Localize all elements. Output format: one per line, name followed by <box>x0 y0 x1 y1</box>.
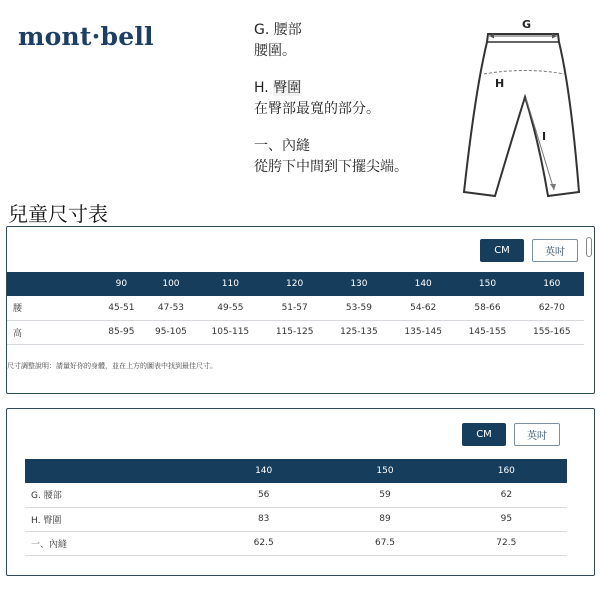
unit-cm-button[interactable]: CM <box>462 423 506 446</box>
table-header-cell: 120 <box>263 272 327 296</box>
page-title: 兒童尺寸表 <box>8 202 108 226</box>
table-row <box>7 296 584 320</box>
table-row <box>25 507 567 531</box>
table-cell: 56 <box>203 483 324 507</box>
table-cell: 95 <box>446 507 567 531</box>
scrollbar-thumb[interactable] <box>586 237 592 257</box>
row-label: G. 腰部 <box>25 483 203 507</box>
guide-desc: 在臀部最寬的部分。 <box>254 101 380 117</box>
guide-item-hip <box>254 78 408 120</box>
table-cell: 62.5 <box>203 531 324 555</box>
row-label: 高 <box>7 320 99 344</box>
guide-desc: 從胯下中間到下擺尖端。 <box>254 159 408 175</box>
table-row <box>7 320 584 344</box>
table-cell: 105-115 <box>198 320 262 344</box>
pants-measurement-diagram <box>455 12 595 202</box>
guide-heading-prefix: H. <box>254 80 274 96</box>
table-cell: 145-155 <box>455 320 519 344</box>
unit-cm-button[interactable]: CM <box>480 239 524 262</box>
size-chart-panel-1 <box>6 226 595 394</box>
table-cell: 72.5 <box>446 531 567 555</box>
table-cell: 58-66 <box>455 296 519 320</box>
size-chart-panel-2 <box>6 408 595 576</box>
guide-item-inseam <box>254 136 408 178</box>
size-table-2 <box>25 459 567 556</box>
table-header-cell: 160 <box>520 272 584 296</box>
unit-inch-button[interactable]: 英吋 <box>514 423 560 446</box>
table-cell: 67.5 <box>324 531 445 555</box>
table-cell: 85-95 <box>99 320 144 344</box>
unit-inch-button[interactable]: 英吋 <box>532 239 578 262</box>
table-cell: 125-135 <box>327 320 391 344</box>
table-cell: 49-55 <box>198 296 262 320</box>
table-cell: 115-125 <box>263 320 327 344</box>
table-header-cell: 160 <box>446 459 567 483</box>
row-label: 一、內縫 <box>25 531 203 555</box>
table-cell: 83 <box>203 507 324 531</box>
guide-heading: G. 腰部 <box>254 22 302 38</box>
table-header-cell <box>25 459 203 483</box>
table-cell: 89 <box>324 507 445 531</box>
size-adjust-note: 尺寸調整說明：請量好你的身體，並在上方的圖表中找到最佳尺寸。 <box>7 362 217 370</box>
unit-toggle <box>480 239 578 262</box>
h-measure-line <box>484 71 565 75</box>
table-cell: 62-70 <box>520 296 584 320</box>
guide-heading-highlight: 臀圍 <box>273 80 302 96</box>
row-label: H. 臀圍 <box>25 507 203 531</box>
table-header-cell: 140 <box>203 459 324 483</box>
table-cell: 95-105 <box>144 320 199 344</box>
table-cell: 47-53 <box>144 296 199 320</box>
table-cell: 62 <box>446 483 567 507</box>
table-header-cell: 150 <box>455 272 519 296</box>
unit-toggle <box>462 423 560 446</box>
guide-desc: 腰圍。 <box>254 43 296 59</box>
table-row <box>25 531 567 555</box>
g-label: G <box>522 18 532 31</box>
table-header-cell: 110 <box>198 272 262 296</box>
table-cell: 155-165 <box>520 320 584 344</box>
table-cell: 45-51 <box>99 296 144 320</box>
guide-heading <box>254 78 408 99</box>
pants-outline-icon <box>464 34 579 196</box>
table-row <box>25 483 567 507</box>
table-header-row <box>7 272 584 296</box>
table-header-cell <box>7 272 99 296</box>
measurement-guide <box>254 20 408 194</box>
guide-heading: 一、內縫 <box>254 138 310 154</box>
table-header-cell: 140 <box>391 272 455 296</box>
table-header-row <box>25 459 567 483</box>
row-label: 腰 <box>7 296 99 320</box>
h-label: H <box>495 77 505 90</box>
table-cell: 53-59 <box>327 296 391 320</box>
montbell-logo: mont·bell <box>18 22 154 51</box>
table-cell: 54-62 <box>391 296 455 320</box>
guide-item-waist <box>254 20 408 62</box>
table-header-cell: 100 <box>144 272 199 296</box>
i-arrow <box>550 184 556 190</box>
size-table-1 <box>7 272 584 345</box>
table-header-cell: 90 <box>99 272 144 296</box>
table-cell: 51-57 <box>263 296 327 320</box>
i-label: I <box>542 130 547 143</box>
table-header-cell: 150 <box>324 459 445 483</box>
table-cell: 59 <box>324 483 445 507</box>
table-cell: 135-145 <box>391 320 455 344</box>
i-measure-line <box>526 98 554 190</box>
table-header-cell: 130 <box>327 272 391 296</box>
